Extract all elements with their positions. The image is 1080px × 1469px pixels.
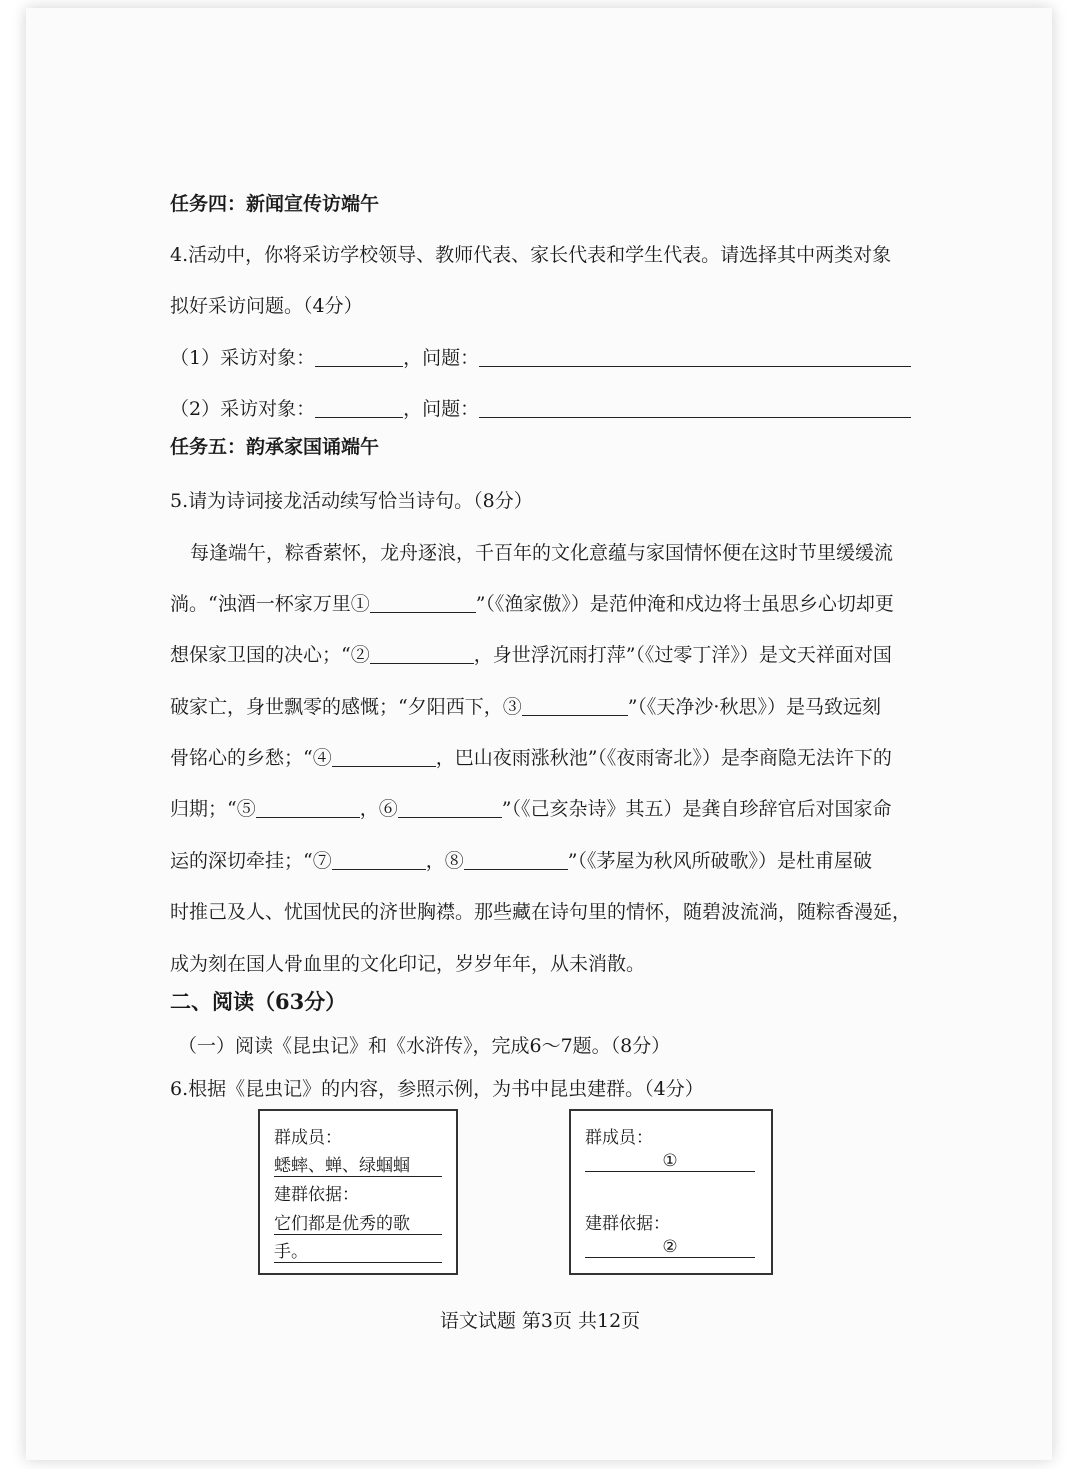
poem-paragraph-line6: 归期；“⑤ ，⑥ ”（《己亥杂诗》其五）是龚自珍辞官后对国家命 (170, 798, 892, 820)
task4-heading: 任务四：新闻宣传访端午 (170, 193, 380, 215)
example-basis-label: 建群依据： (274, 1185, 359, 1205)
poem-blank-2[interactable] (370, 645, 474, 664)
answer-members-label: 群成员： (585, 1128, 653, 1148)
poem-blank-5[interactable] (256, 799, 360, 818)
question-6: 6.根据《昆虫记》的内容，参照示例，为书中昆虫建群。（4分） (170, 1078, 704, 1100)
poem-blank-7[interactable] (332, 851, 426, 870)
answer-basis-blank[interactable]: ② (585, 1237, 755, 1258)
poem-paragraph-line5: 骨铭心的乡愁；“④ ，巴山夜雨涨秋池”（《夜雨寄北》）是李商隐无法许下的 (170, 747, 892, 769)
example-members-label: 群成员： (274, 1128, 342, 1148)
question-4-line1: 4.活动中，你将采访学校领导、教师代表、家长代表和学生代表。请选择其中两类对象 (170, 244, 892, 266)
example-members: 蟋蟀、蝉、绿蝈蝈 (274, 1151, 442, 1177)
poem-blank-3[interactable] (522, 697, 628, 716)
poem-paragraph-line2: 淌。“浊酒一杯家万里① ”（《渔家傲》）是范仲淹和戍边将士虽思乡心切却更 (170, 593, 894, 615)
example-basis-line2: 手。 (274, 1237, 442, 1263)
reading-subsection-1: （一）阅读《昆虫记》和《水浒传》，完成6～7题。（8分） (178, 1035, 671, 1057)
answer-group-card (569, 1109, 773, 1275)
question-4-line2: 拟好采访问题。（4分） (170, 295, 363, 317)
section2-heading: 二、阅读（63分） (170, 989, 347, 1014)
interviewee-blank-2[interactable] (315, 399, 403, 418)
example-group-card (258, 1109, 458, 1275)
question-5-title: 5.请为诗词接龙活动续写恰当诗句。（8分） (170, 490, 533, 512)
answer-basis-label: 建群依据： (585, 1214, 670, 1234)
poem-blank-4[interactable] (332, 748, 436, 767)
poem-blank-8[interactable] (464, 851, 568, 870)
poem-paragraph-line7: 运的深切牵挂；“⑦ ，⑧ ”（《茅屋为秋风所破歌》）是杜甫屋破 (170, 850, 872, 872)
poem-paragraph-line4: 破家亡，身世飘零的感慨；“夕阳西下，③ ”（《天净沙·秋思》）是马致远刻 (170, 696, 881, 718)
interviewee-blank-1[interactable] (315, 348, 403, 367)
interview-item-2: （2）采访对象： ，问题： (170, 397, 911, 421)
poem-blank-1[interactable] (370, 594, 476, 613)
question-blank-2[interactable] (479, 399, 911, 418)
page-footer: 语文试题 第3页 共12页 (439, 1310, 641, 1332)
answer-members-blank[interactable]: ① (585, 1151, 755, 1172)
poem-paragraph-line1: 每逢端午，粽香萦怀，龙舟逐浪，千百年的文化意蕴与家国情怀便在这时节里缓缓流 (190, 542, 894, 564)
poem-paragraph-line9: 成为刻在国人骨血里的文化印记，岁岁年年，从未消散。 (170, 953, 646, 975)
interview-item-1: （1）采访对象： ，问题： (170, 346, 911, 370)
exam-page (26, 8, 1052, 1460)
question-blank-1[interactable] (479, 348, 911, 367)
example-basis-line1: 它们都是优秀的歌 (274, 1209, 442, 1235)
poem-blank-6[interactable] (398, 799, 502, 818)
task5-heading: 任务五：韵承家国诵端午 (170, 436, 380, 458)
poem-paragraph-line3: 想保家卫国的决心；“② ，身世浮沉雨打萍”（《过零丁洋》）是文天祥面对国 (170, 644, 892, 666)
poem-paragraph-line8: 时推己及人、忧国忧民的济世胸襟。那些藏在诗句里的情怀，随碧波流淌，随粽香漫延， (170, 901, 912, 923)
